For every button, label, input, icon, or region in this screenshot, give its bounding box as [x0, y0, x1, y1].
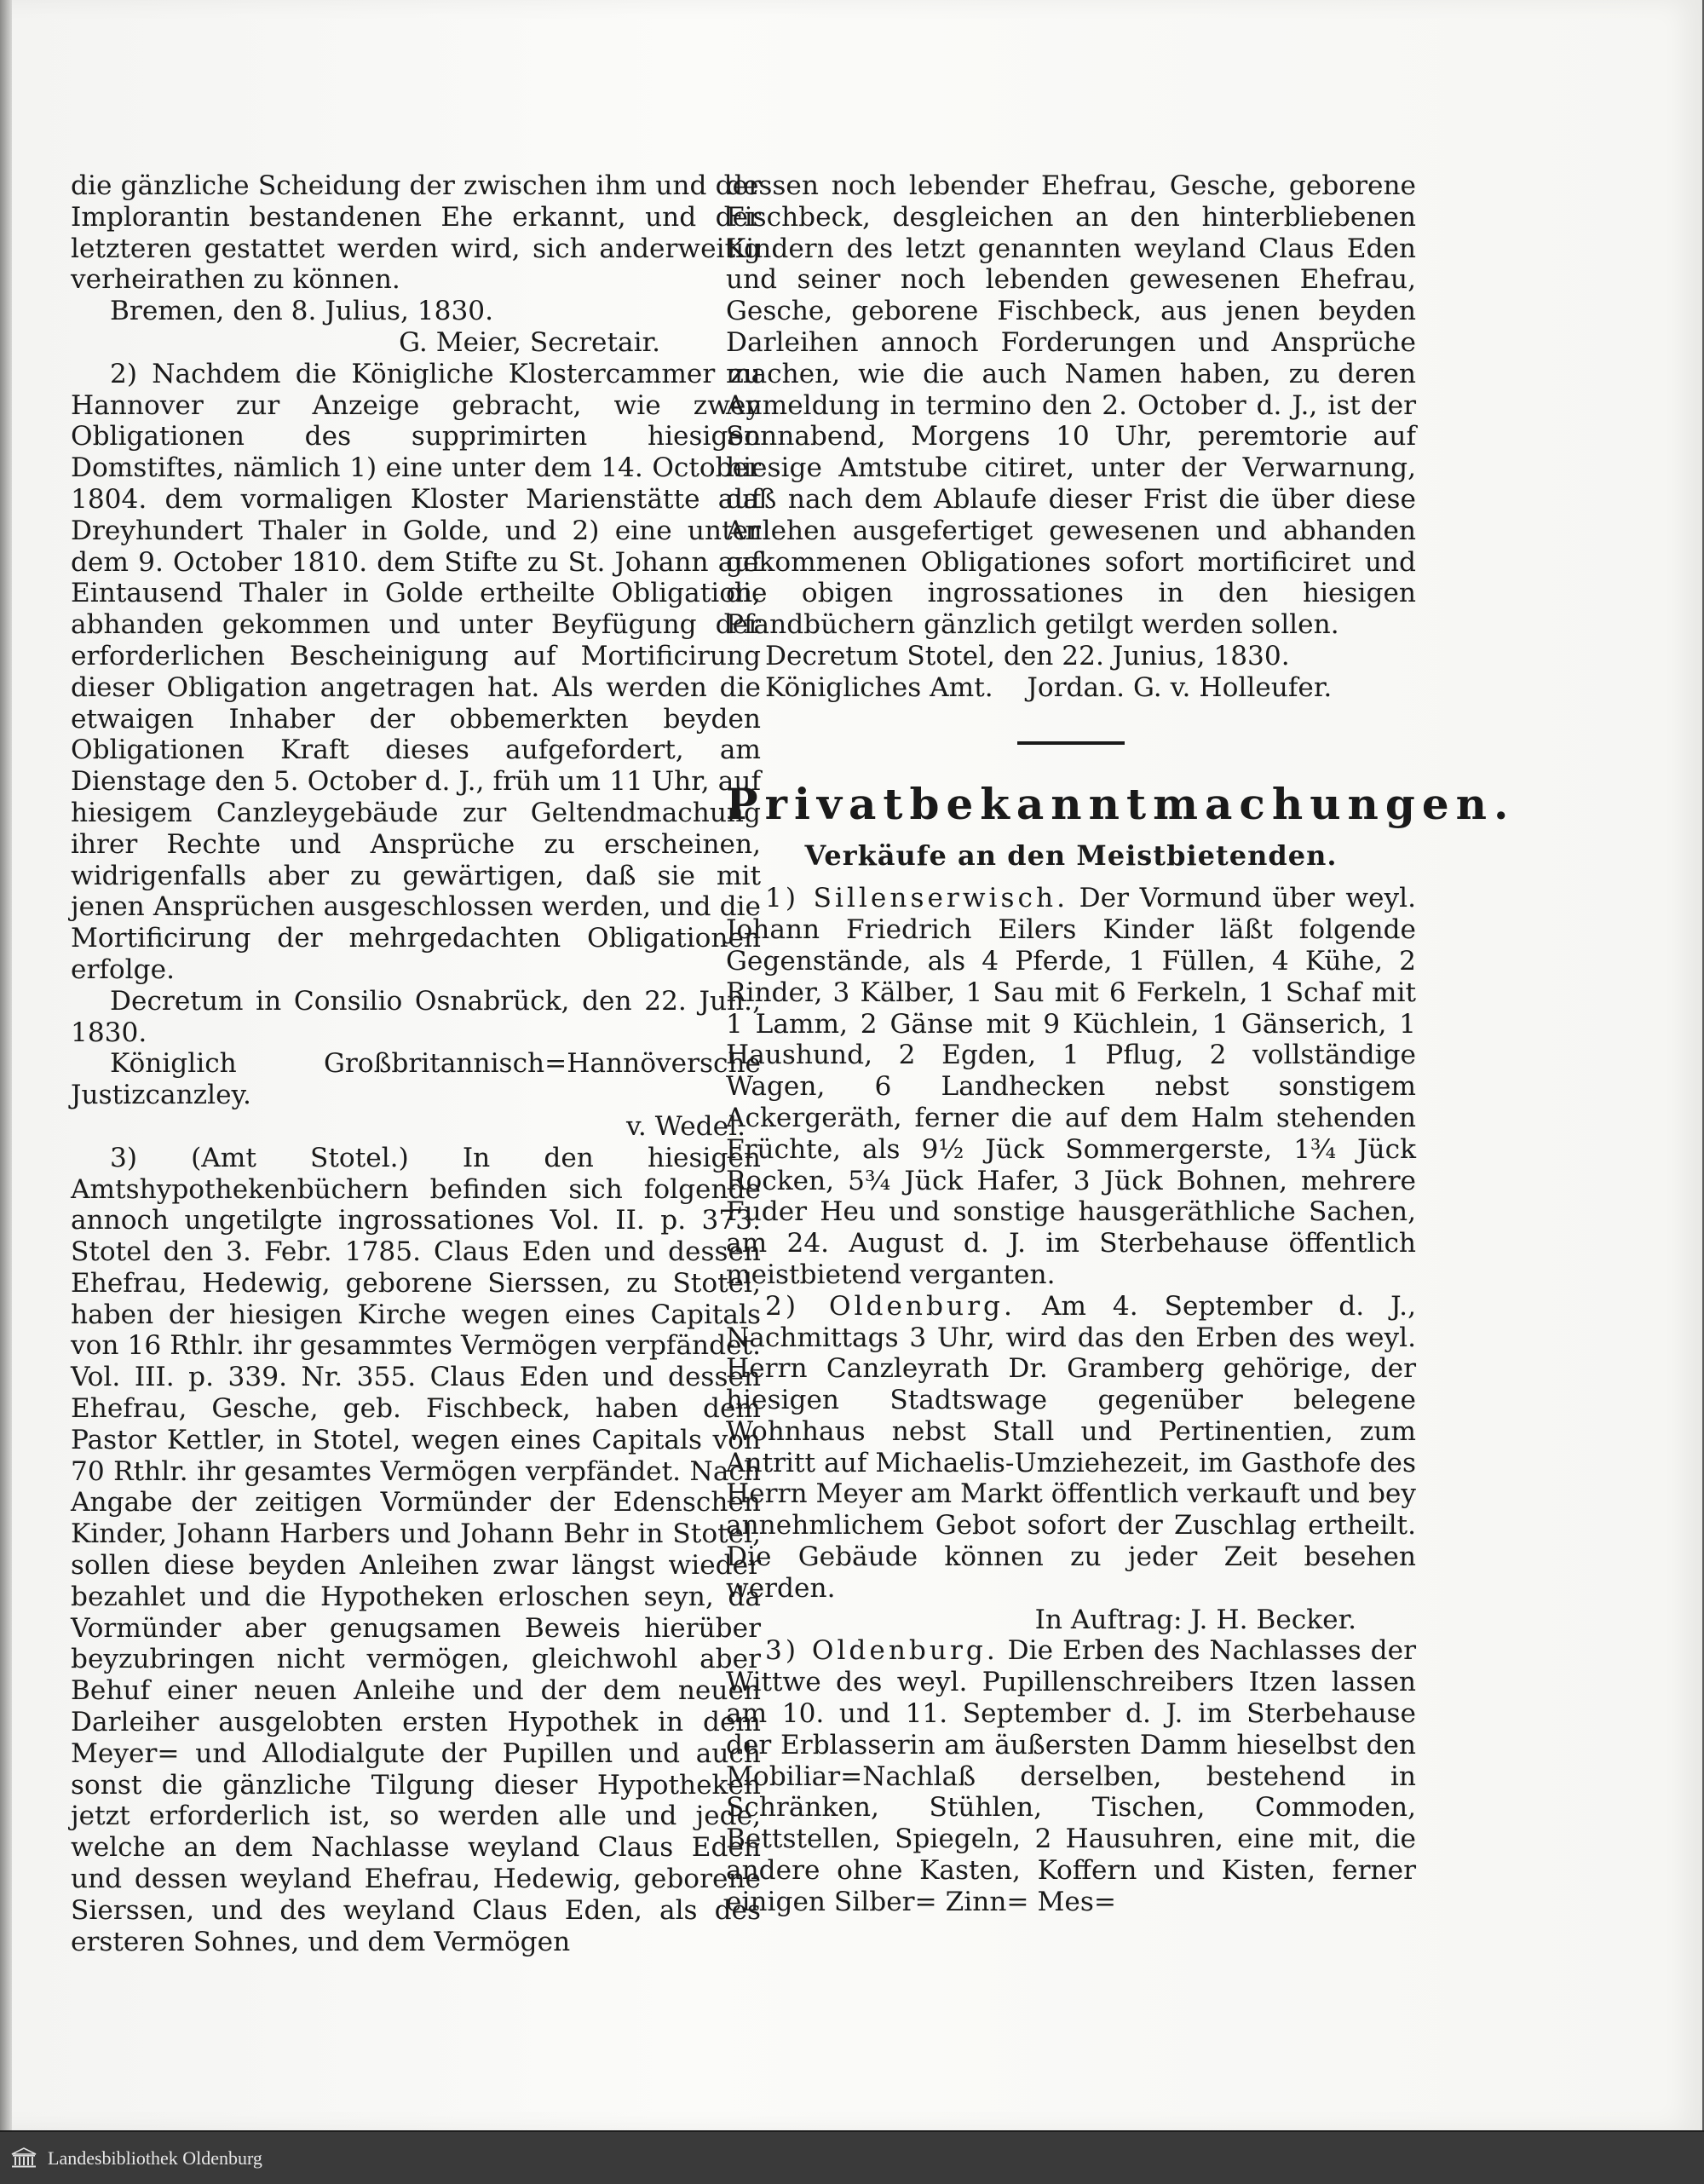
notice-body: Der Vormund über weyl. Johann Friedrich Eilers Kinder läßt folgende Gegenstände, als 4 Pferde, 1 Füllen, 4 Kühe, 2 Rinder, 3 Kälber, 1 Sau mit 6 Ferkeln, 1 Schaf mit 1 Lamm, 2 Gänse mit 9 Küchlein, 1 Gänserich, 1 Haushund, 2 Egden, 1 Pflug, 2 vollständige Wagen, 6 Landhecken nebst sonstigem Ackergeräth, ferner die auf dem Halm stehenden Früchte, als 9½ Jück Sommergerste, 1¾ Jück Rocken, 5¾ Jück Hafer, 3 Jück Bohnen, mehrere Fuder Heu und sonstige hausgeräthliche Sachen, am 24. August d. J. im Sterbehause öffentlich meistbietend verganten.	[726, 883, 1416, 1290]
section-heading: Privatbekanntmachungen.	[726, 778, 1516, 829]
footer-library-name: Landesbibliothek Oldenburg	[48, 2147, 262, 2169]
library-building-icon	[10, 2147, 37, 2169]
signature-justizcanzley: Königlich Großbritannisch=Hannöversche Justizcanzley.	[71, 1048, 761, 1111]
page-edge-shadow	[0, 0, 12, 2130]
signature-koenigliches-amt: Königliches Amt. Jordan. G. v. Holleufer.	[765, 671, 1333, 703]
paragraph-amt-stotel: 3) (Amt Stotel.) In den hiesigen Amtshypothekenbüchern befinden sich folgende annoch ungetilgte ingrossationes Vol. II. p. 373. Stotel den 3. Febr. 1785. Claus Eden und dessen Ehefrau, Hedewig, geborene Sierssen, zu Stotel, haben der hiesigen Kirche wegen eines Capitals von 16 Rthlr. ihr gesammtes Vermögen verpfändet. Vol. III. p. 339. Nr. 355. Claus Eden und dessen Ehefrau, Gesche, geb. Fischbeck, haben dem Pastor Kettler, in Stotel, wegen eines Capitals von 70 Rthlr. ihr gesamtes Vermögen verpfändet. Nach Angabe der zeitigen Vormünder der Edenschen Kinder, Johann Harbers und Johann Behr in Stotel, sollen diese beyden Anleihen zwar längst wieder bezahlet und die Hypotheken erloschen seyn, da Vormünder aber genugsamen Beweis hierüber beyzubringen nicht vermögen, gleichwohl aber Behuf einer neuen Anleihe und der dem neuen Darleiher ausgelobten ersten Hypothek in dem Meyer= und Allodialgute der Pupillen und auch sonst die gänzliche Tilgung dieser Hypotheken jetzt erforderlich ist, so werden alle und jede, welche an dem Nachlasse weyland Claus Eden und dessen weyland Ehefrau, Hedewig, geborene Sierssen, und des weyland Claus Eden, als des ersteren Sohnes, und dem Vermögen	[71, 1142, 761, 1957]
dateline-osnabrueck: Decretum in Consilio Osnabrück, den 22. Jun., 1830.	[71, 985, 761, 1048]
notice-place-heading: 1) Sillenserwisch.	[765, 883, 1068, 914]
right-column	[726, 170, 1516, 1918]
notice-sillenserwisch	[726, 883, 1416, 1290]
subsection-heading: Verkäufe an den Meistbietenden.	[804, 838, 1338, 872]
notice-body: Die Erben des Nachlasses der Wittwe des weyl. Pupillenschreibers Itzen lassen am 10. und 11. September d. J. im Sterbehause der Erblasserin am äußersten Damm hieselbst den Mobiliar=Nachlaß derselben, bestehend in Schränken, Stühlen, Tischen, Commoden, Bettstellen, Spiegeln, 2 Hausuhren, eine mit, die andere ohne Kasten, Koffern und Kisten, ferner einigen Silber= Zinn= Mes=	[726, 1635, 1417, 1917]
paragraph-divorce-notice: die gänzliche Scheidung der zwischen ihm und der Implorantin bestandenen Ehe erkannt, und der letzteren gestattet werden wird, sich anderweitig verheirathen zu können.	[71, 170, 761, 296]
notice-place-heading: 2) Oldenburg.	[765, 1290, 1016, 1322]
notice-place-heading: 3) Oldenburg.	[765, 1635, 999, 1667]
signature-wedel: v. Wedel.	[625, 1110, 746, 1142]
dateline-stotel: Decretum Stotel, den 22. Junius, 1830.	[765, 640, 1290, 671]
notice-oldenburg-1	[726, 1291, 1416, 1605]
left-column	[71, 170, 761, 1957]
section-divider	[1017, 741, 1125, 745]
paragraph-continuation: dessen noch lebender Ehefrau, Gesche, geborene Fischbeck, desgleichen an den hinterbliebenen Kindern des letzt genannten weyland Claus Eden und seiner noch lebenden gewesenen Ehefrau, Gesche, geborene Fischbeck, aus jenen beyden Darleihen annoch Forderungen und Ansprüche machen, wie die auch Namen haben, zu deren Anmeldung in termino den 2. October d. J., ist der Sonnabend, Morgens 10 Uhr, peremtorie auf hiesige Amtstube citiret, unter der Verwarnung, daß nach dem Ablaufe dieser Frist die über diese Anlehen ausgefertiget gewesenen und abhanden gekommenen Obligationes sofort mortificiret und die obigen ingrossationes in den hiesigen Pfandbüchern gänzlich getilgt werden sollen.	[726, 170, 1416, 641]
signature-becker: In Auftrag: J. H. Becker.	[1034, 1604, 1356, 1635]
dateline-bremen: Bremen, den 8. Julius, 1830.	[110, 296, 494, 327]
notice-oldenburg-2	[726, 1635, 1416, 1917]
signature-meier: G. Meier, Secretair.	[399, 326, 660, 358]
notice-body: Am 4. September d. J., Nachmittags 3 Uhr, wird das den Erben des weyl. Herrn Canzleyrath Dr. Gramberg gehörige, der hiesigen Stadtswage gegenüber belegene Wohnhaus nebst Stall und Pertinentien, zum Antritt auf Michaelis-Umziehezeit, im Gasthofe des Herrn Meyer am Markt öffentlich verkauft und bey annehmlichem Gebot sofort der Zuschlag ertheilt. Die Gebäude können zu jeder Zeit besehen werden.	[726, 1290, 1417, 1604]
footer-bar	[0, 2130, 1704, 2184]
paragraph-klostercammer: 2) Nachdem die Königliche Klostercammer zu Hannover zur Anzeige gebracht, wie zwey Obligationen des supprimirten hiesigen Domstiftes, nämlich 1) eine unter dem 14. October 1804. dem vormaligen Kloster Marienstätte auf Dreyhundert Thaler in Golde, und 2) eine unter dem 9. October 1810. dem Stifte zu St. Johann auf Eintausend Thaler in Golde ertheilte Obligation, abhanden gekommen und unter Beyfügung der erforderlichen Bescheinigung auf Mortificirung dieser Obligation angetragen hat. Als werden die etwaigen Inhaber der obbemerkten beyden Obligationen Kraft dieses aufgefordert, am Dienstage den 5. October d. J., früh um 11 Uhr, auf hiesigem Canzleygebäude zur Geltendmachung ihrer Rechte und Ansprüche zu erscheinen, widrigenfalls aber zu gewärtigen, daß sie mit jenen Ansprüchen ausgeschlossen werden, und die Mortificirung der mehrgedachten Obligationen erfolge.	[71, 358, 761, 985]
